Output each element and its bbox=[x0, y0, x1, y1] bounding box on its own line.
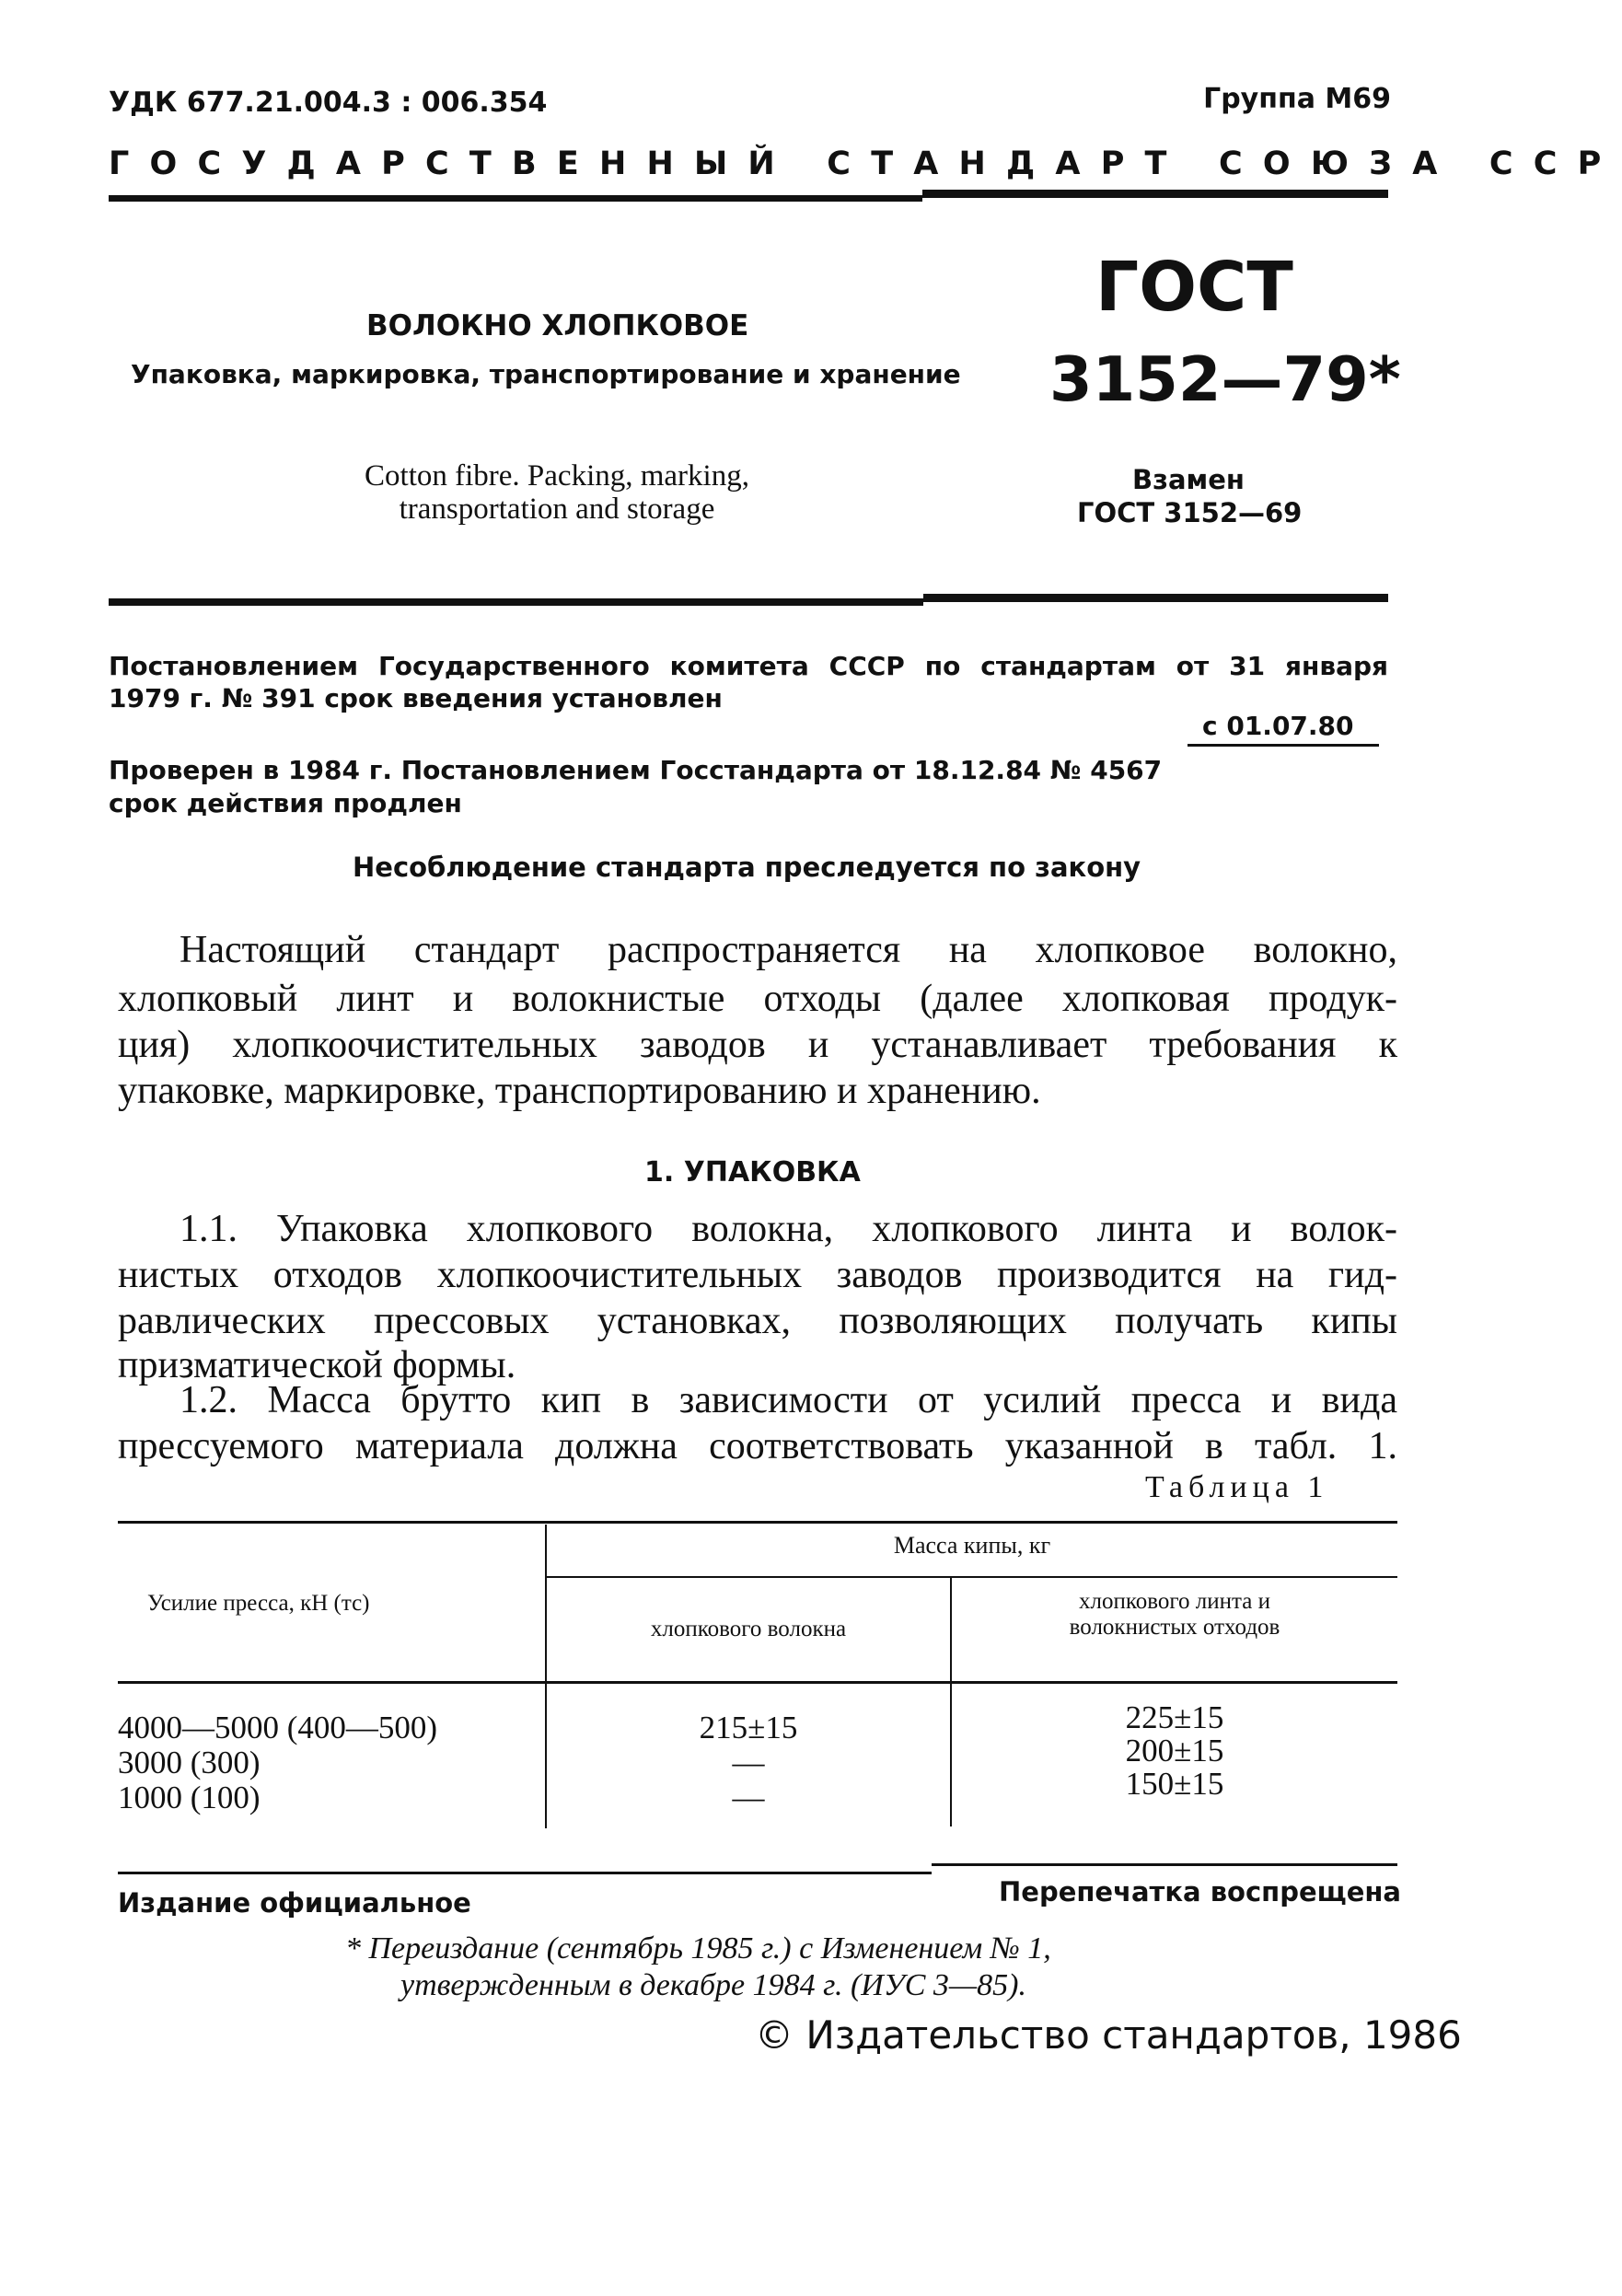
gost-label: ГОСТ bbox=[1095, 248, 1293, 327]
table-row-1-fibre: 215±15 bbox=[699, 1710, 798, 1745]
effective-date-rule bbox=[1188, 744, 1379, 747]
table-row-3-press: 1000 (100) bbox=[118, 1780, 261, 1815]
udk-code: УДК 677.21.004.3 : 006.354 bbox=[109, 87, 548, 119]
table-row-2-fibre: — bbox=[732, 1745, 765, 1780]
intro-line-4: упаковке, маркировке, транспортированию и хранению. bbox=[118, 1070, 1041, 1112]
gost-number: 3152—79* bbox=[1049, 343, 1401, 415]
banner-rule-right bbox=[922, 190, 1388, 198]
press-column bbox=[118, 1710, 437, 1815]
col-lint-header bbox=[952, 1589, 1397, 1641]
subtitle-ru: Упаковка, маркировка, транспортирование и хранение bbox=[131, 359, 961, 389]
table-row-3-lint: 150±15 bbox=[1125, 1766, 1224, 1802]
intro-line-1: Настоящий стандарт распространяется на хлопковое волокно, bbox=[180, 929, 1397, 971]
intro-line-2: хлопковый линт и волокнистые отходы (далее хлопковая продук- bbox=[118, 978, 1397, 1020]
table-row-2-lint: 200±15 bbox=[1125, 1733, 1224, 1768]
replaces-label: Взамен bbox=[1132, 464, 1245, 495]
reissue-note-line-2: утвержденным в декабре 1984 г. (ИУС 3—85). bbox=[400, 1968, 1026, 2002]
title-en-line-2: transportation and storage bbox=[399, 493, 715, 526]
col-mass-group-header: Масса кипы, кг bbox=[893, 1532, 1051, 1559]
table-mass-rule bbox=[547, 1576, 1397, 1578]
table-top-rule bbox=[118, 1521, 1397, 1524]
reprint-prohibited: Перепечатка воспрещена bbox=[999, 1876, 1401, 1908]
footer-rule-right bbox=[932, 1863, 1397, 1866]
col-press-header: Усилие пресса, кН (тс) bbox=[147, 1591, 370, 1616]
table-caption: Таблица 1 bbox=[1145, 1470, 1329, 1504]
table-row-1-lint: 225±15 bbox=[1125, 1699, 1224, 1735]
legal-warning: Несоблюдение стандарта преследуется по закону bbox=[353, 852, 1141, 883]
title-rule-left bbox=[109, 598, 923, 606]
copyright: © Издательство стандартов, 1986 bbox=[755, 2012, 1462, 2058]
col-lint-header-line-1: хлопкового линта и bbox=[1079, 1589, 1270, 1614]
section-heading: 1. УПАКОВКА bbox=[644, 1156, 861, 1189]
title-en-line-1: Cotton fibre. Packing, marking, bbox=[365, 459, 749, 493]
p11-line-2: нистых отходов хлопкоочистительных заводов производится на гид- bbox=[118, 1254, 1397, 1296]
table-row-3-fibre: — bbox=[732, 1780, 765, 1815]
reissue-note-line-1: * Переиздание (сентябрь 1985 г.) с Изменением № 1, bbox=[345, 1931, 1051, 1966]
col-fibre-header: хлопкового волокна bbox=[650, 1617, 847, 1641]
title-ru: ВОЛОКНО ХЛОПКОВОЕ bbox=[366, 309, 749, 342]
banner-rule-left bbox=[109, 195, 922, 202]
table-header-rule bbox=[118, 1681, 1397, 1684]
col-lint-header-line-2: волокнистых отходов bbox=[1069, 1615, 1280, 1640]
checked-line-1: Проверен в 1984 г. Постановлением Госстандарта от 18.12.84 № 4567 bbox=[109, 755, 1163, 785]
title-rule-right bbox=[923, 594, 1388, 602]
table-row-2-press: 3000 (300) bbox=[118, 1745, 261, 1780]
p11-line-4: призматической формы. bbox=[118, 1344, 516, 1386]
table-row-1-press: 4000—5000 (400—500) bbox=[118, 1710, 438, 1745]
group-code: Группа М69 bbox=[1203, 83, 1391, 115]
effective-date: с 01.07.80 bbox=[1202, 711, 1354, 741]
decree-line-2: 1979 г. № 391 срок введения установлен bbox=[109, 683, 723, 713]
p11-line-1: 1.1. Упаковка хлопкового волокна, хлопкового линта и волок- bbox=[180, 1208, 1397, 1250]
state-standard-banner: ГОСУДАРСТВЕННЫЙ СТАНДАРТ СОЮЗА ССР bbox=[109, 145, 1622, 182]
checked-line-2: срок действия продлен bbox=[109, 788, 462, 818]
official-edition: Издание официальное bbox=[118, 1887, 471, 1919]
lint-column bbox=[952, 1701, 1397, 1801]
p12-line-2: прессуемого материала должна соответствовать указанной в табл. 1. bbox=[118, 1425, 1397, 1467]
decree-line-1: Постановлением Государственного комитета СССР по стандартам от 31 января bbox=[109, 651, 1388, 681]
p11-line-3: равлических прессовых установках, позволяющих получать кипы bbox=[118, 1300, 1397, 1342]
fibre-column bbox=[547, 1710, 950, 1815]
replaces-value: ГОСТ 3152—69 bbox=[1077, 497, 1303, 528]
intro-line-3: ция) хлопкоочистительных заводов и устанавливает требования к bbox=[118, 1024, 1397, 1066]
title-en bbox=[276, 459, 838, 526]
footer-rule-left bbox=[118, 1872, 932, 1874]
p12-line-1: 1.2. Масса брутто кип в зависимости от усилий пресса и вида bbox=[180, 1379, 1397, 1421]
